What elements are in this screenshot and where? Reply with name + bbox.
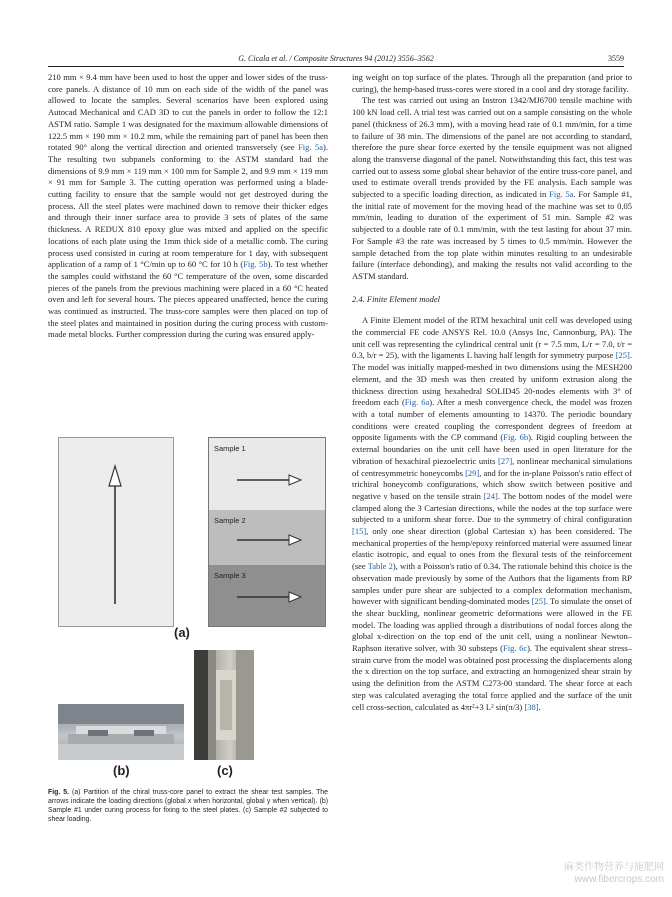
figure-label-b: (b) bbox=[113, 763, 130, 778]
ref-link[interactable]: [24] bbox=[483, 490, 498, 501]
shear-loading-image bbox=[194, 650, 254, 760]
fig-6b-link[interactable]: Fig. 6b bbox=[503, 432, 529, 443]
left-column bbox=[48, 72, 328, 341]
watermark bbox=[504, 862, 664, 886]
figure-5c-photo bbox=[194, 650, 254, 760]
watermark-line2: www.fibercrops.com bbox=[574, 874, 664, 885]
fig-6a-link[interactable]: Fig. 6a bbox=[404, 397, 430, 408]
fig-5b-link[interactable]: Fig. 5b bbox=[243, 259, 268, 270]
sample-1-region: Sample 1 bbox=[209, 438, 325, 510]
figure-caption bbox=[48, 788, 328, 824]
ref-link[interactable]: [25] bbox=[615, 350, 630, 361]
paragraph: A Finite Element model of the RTM hexachiral unit cell was developed using the commercial FE code ANSYS Rel. 10.0 (Ansys Inc, Cannonburg, PA). The unit cell was representing the cylindrical central unit (r = 7.5 mm, L/r = 7.0, t/r = 0.3, b/r = 25), with the ligaments L having half length for symmetry purpose [25]. The model was initially mapped-meshed in two dimensions using the MESH200 element, and the 3D mesh was then created by uniform extrusion along the thickness direction using hexahedral SOLID45 20-nodes elements with 3° of freedom each (Fig. 6a). After a mesh convergence check, the model was frozen with a total number of elements amounting to 14370. The periodic boundary conditions were created coupling the correspondent degrees of freedom at opposite ligaments with the CP command (Fig. 6b). Rigid coupling between the external boundaries on the unit cell have been used in open literature for the vibration of hexachiral piezoelectric units [27], nonlinear mechanical simulations of centresymmetric honeycombs [29], and for the in-plane Poisson's ratio effect of trichiral honeycomb configurations, which show switch between positive and negative ν based on the tensile strain [24]. The bottom nodes of the model were clamped along the 3 Cartesian directions, while the nodes at the top surface were subjected to a uniform shear force. Due to the symmetry of chiral configuration [15], only one shear direction (global Cartesian x) has been considered. The mechanical properties of the hemp/epoxy reinforced material were assumed linear elastic isotropic, and equal to ones from the flexural tests of the reinforcement (see Table 2), with a Poisson's ratio of 0.34. The rationale behind this choice is the observation made previously by some of the Authors that the ligaments from RP samples under pure shear are subjected to a complex deformation mechanism, however with significant bending-dominated modes [25]. To simulate the onset of the shear buckling, nonlinear geometric deformations were allowed in the FE model. The loading was applied through a distributions of nodal forces along the global x-direction on the top end of the unit cell, using a nonlinear Newton–Raphson iterative solver, with 30 substeps (Fig. 6c). The equivalent shear stress–strain curve from the model was obtained post processing the displacements along the x direction on the top surface, and extracting an homogenized shear strain by using the definition from the ASTM C273-00 standard. The shear force at each step was calculated averaging the total force applied and the surface of the unit cell cross-section, calculated as 4πr²+3 L² sin(π/3) [38]. bbox=[352, 315, 633, 712]
watermark-line1: 麻类作物营养与施肥网 bbox=[564, 862, 664, 873]
paragraph: The test was carried out using an Instron 1342/MJ6700 tensile machine with 100 kN load cell. A trial test was carried out on a sample consisting on the whole panel (thickness of 26.3 mm), with a moving head rate of 0.1 mm/min, for a time to failure of 38 min. The dimensions of the panel are not according to standard, therefore the pure shear force exerted by the tensile equipment was not aligned along the transverse diagonal of the panel. Notwithstanding this fact, this test was carried out to assess some global shear behavior of the entire truss-core panel, and used to estimate overall trends provided by the FE analysis. Each sample was subjected to a specific loading direction, as indicated in Fig. 5a. For Sample #1, the initial rate of movement for the moving head of the machine was set to 0.05 mm/min, leading to duration of the experiment of 51 min. Sample #2 was subjected to a double rate of 0.1 mm/min, with the test lasting for about 37 min. For Sample #3 the rate was increased by 5 times to 0.5 mm/min. However the sample detached from the top plate within minutes resulting to an undesirable failure (interface debonding), and making the results not valid according to the ASTM standard. bbox=[352, 95, 632, 281]
ref-link[interactable]: [15] bbox=[352, 526, 367, 537]
section-heading: 2.4. Finite Element model bbox=[352, 293, 441, 304]
fig-5a-link[interactable]: Fig. 5a bbox=[298, 142, 324, 153]
caption-label: Fig. 5. bbox=[48, 789, 70, 796]
curing-sample-image bbox=[58, 704, 184, 760]
header-rule bbox=[48, 66, 624, 67]
ref-link[interactable]: [29] bbox=[465, 467, 480, 478]
fig-6c-link[interactable]: Fig. 6c bbox=[503, 643, 528, 654]
figure-5a-full-panel bbox=[58, 437, 174, 627]
journal-citation: G. Cicala et al. / Composite Structures 94 (2012) 3556–3562 bbox=[238, 54, 434, 63]
fig-5a-link[interactable]: Fig. 5a bbox=[549, 189, 574, 200]
running-header bbox=[48, 52, 624, 66]
right-arrow-icon bbox=[209, 510, 325, 565]
figure-label-a: (a) bbox=[174, 625, 190, 640]
ref-link[interactable]: [27] bbox=[497, 455, 513, 466]
figure-5a-partition bbox=[208, 437, 326, 627]
ref-link[interactable]: [25] bbox=[531, 596, 546, 607]
figure-label-c: (c) bbox=[217, 763, 233, 778]
right-arrow-icon bbox=[209, 438, 325, 510]
table-2-link[interactable]: Table 2 bbox=[367, 561, 393, 572]
page-number: 3559 bbox=[608, 54, 624, 63]
right-column bbox=[352, 72, 632, 713]
right-arrow-icon bbox=[209, 565, 325, 626]
paragraph: 210 mm × 9.4 mm have been used to host the upper and lower sides of the truss-core panels. A distance of 10 mm on each side of the width of the panel was allowed to locate the samples. Several scenarios have been explored using Autocad Mechanical and CAD 3D to cut the panels in order to follow the 12:1 ASTM ratio. Sample 1 was designated for the maximum allowable dimensions of 122.5 mm × 190 mm × 10.2 mm, while the remaining part of panel has been then rotated 90° along the vertical direction and oriented transversely (see Fig. 5a). The resulting two subpanels conforming to the ASTM standard had the dimensions of 9.9 mm × 119 mm × 100 mm for Sample 2, and 9.9 mm × 119 mm × 91 mm for Sample 3. The cutting operation was performed using a blade-cutting facility to ensure that the sample would not get destroyed during the process. All the steel plates were machined down to remove their thicker edges and through their inner surface area to provide 3 sets of plates of the same thickness. A REDUX 810 epoxy glue was mixed and applied on the specific locations of each plate using the 1mm thick side of a metallic comb. The curing process used consisted in curing at room temperature for 1 day, with subsequent application of a ramp of 1 °C/min up to 60 °C for 10 h (Fig. 5b). To test whether the samples could withstand the 60 °C temperature of the oven, some discarded pieces of the panels from the previous machining were placed in a 60 °C heated oven and left for several hours. The pieces appeared unaffected, hence the curing was continued as instructed. The truss-core samples were then placed on top of the steel plates and maintained in position during the curing process with custom-made metal blocks. Further compression during the curing was ensured apply- bbox=[48, 72, 328, 340]
caption-text: (a) Partition of the chiral truss-core panel to extract the shear test samples. The arrows indicate the loading directions (global x when horizontal, global y when vertical). (b) Sample #1 under curing process for fixing to the steel plates. (c) Sample #2 subjected to shear loading. bbox=[48, 789, 328, 823]
figure-5b-photo bbox=[58, 704, 184, 760]
ref-link[interactable]: [38] bbox=[524, 701, 539, 712]
paragraph: ing weight on top surface of the plates. Through all the preparation (and prior to curing), the hemp-based truss-cores were stored in a cool and dry storage facility. bbox=[352, 72, 632, 94]
sample-3-region: Sample 3 bbox=[209, 565, 325, 626]
sample-2-region: Sample 2 bbox=[209, 510, 325, 565]
up-arrow-icon bbox=[59, 438, 173, 626]
